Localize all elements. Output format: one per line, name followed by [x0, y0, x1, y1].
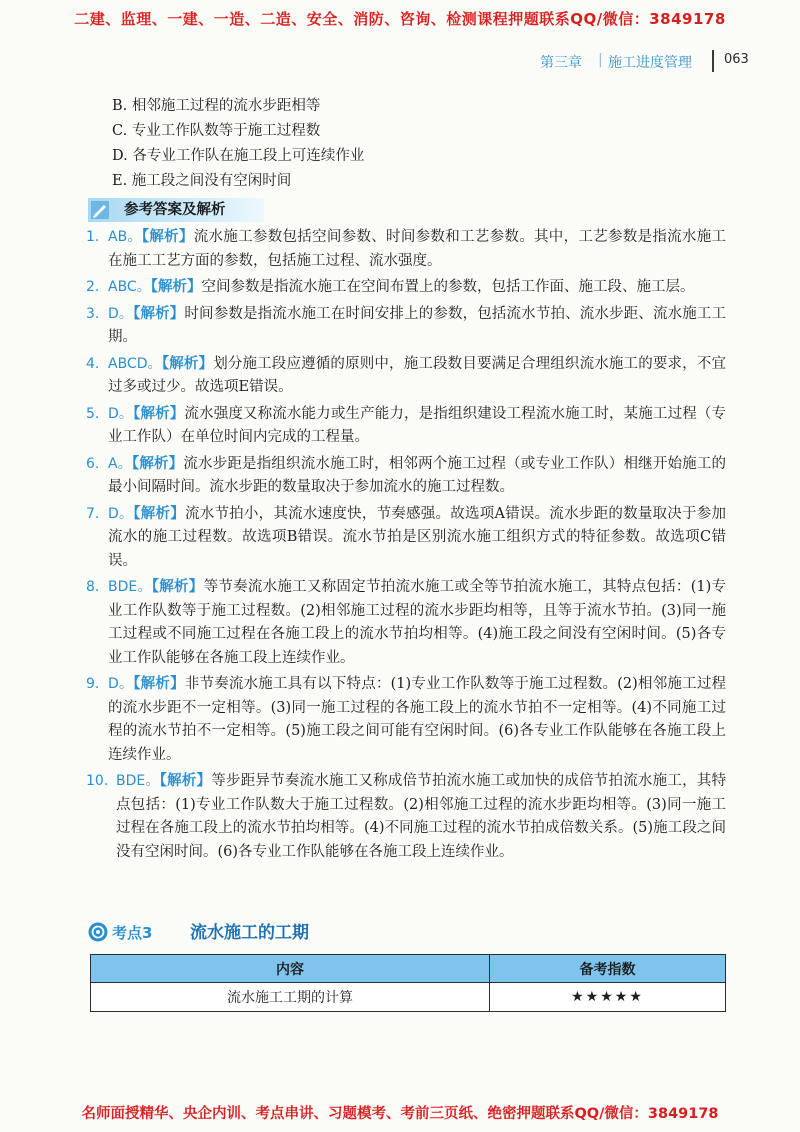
analysis-tag: 【解析】 — [161, 355, 214, 372]
analysis-tag: 【解析】 — [150, 279, 202, 295]
answer-item — [86, 453, 726, 500]
answer-text: 等节奏流水施工又称固定节拍流水施工或全等节拍流水施工，其特点包括：(1)专业工作队数等于施工过程数。(2)相邻施工过程的流水步距均相等，且等于流水节拍。(3)同一施工过程或不同施工过程在各施工段上的流水节拍均相等。(4)施工段之间没有空闲时间。(5)各专业工作队能够在各施工段上连续作业。 — [108, 579, 726, 666]
page-number: 063 — [724, 52, 749, 67]
answer-text: 时间参数是指流水施工在时间安排上的参数，包括流水节拍、流水步距、流水施工工期。 — [108, 305, 727, 345]
answer-section-header — [88, 198, 264, 222]
pencil-note-icon — [90, 200, 110, 220]
star-rating: ★★★★★ — [490, 983, 726, 1012]
answer-item — [86, 353, 726, 400]
option-c: C. 专业工作队数等于施工过程数 — [112, 123, 321, 139]
header-separator: | — [598, 52, 603, 68]
analysis-tag: 【解析】 — [131, 455, 184, 472]
key-point-table — [90, 954, 726, 1012]
answer-text: 流水施工参数包括空间参数、时间参数和工艺参数。其中，工艺参数是指流水施工在施工工艺方面的参数，包括施工过程、流水强度。 — [108, 229, 727, 269]
key-point-title: 流水施工的工期 — [190, 923, 309, 943]
column-header-index: 备考指数 — [490, 955, 726, 983]
answer-item — [86, 303, 726, 350]
answer-key: A。 — [108, 455, 132, 472]
bottom-banner: 名师面授精华、央企内训、考点串讲、习题模考、考前三页纸、绝密押题联系QQ/微信：3849178 — [81, 1106, 719, 1122]
option-d: D. 各专业工作队在施工段上可连续作业 — [112, 148, 365, 164]
answer-key: D。 — [108, 505, 134, 522]
answer-text: 流水节拍小，其流水速度快，节奏感强。故选项A错误。流水步距的数量取决于参加流水的施工过程数。故选项B错误。流水节拍是区别流水施工组织方式的特征参数。故选项C错误。 — [108, 505, 727, 569]
answer-text: 流水步距是指组织流水施工时，相邻两个施工过程（或专业工作队）相继开始施工的最小间隔时间。流水步距的数量取决于参加流水的施工过程数。 — [108, 455, 727, 495]
answer-number: 2. — [86, 279, 100, 295]
answer-item — [86, 226, 726, 273]
column-header-content: 内容 — [91, 955, 490, 983]
answer-number: 7. — [86, 505, 100, 522]
answer-number: 3. — [86, 305, 100, 322]
answer-text: 划分施工段应遵循的原则中，施工段数目要满足合理组织流水施工的要求，不宜过多或过少。故选项E错误。 — [108, 355, 726, 395]
analysis-tag: 【解析】 — [133, 305, 185, 322]
option-e: E. 施工段之间没有空闲时间 — [112, 173, 292, 189]
question-options — [112, 94, 364, 194]
answer-item — [86, 276, 726, 300]
answer-key: AB。 — [108, 229, 142, 245]
answer-number: 1. — [86, 229, 100, 245]
table-header-row — [91, 955, 726, 983]
answer-section-title: 参考答案及解析 — [124, 202, 226, 218]
analysis-tag: 【解析】 — [133, 676, 185, 692]
answer-key: ABC。 — [108, 279, 151, 295]
answer-number: 8. — [86, 579, 100, 595]
analysis-tag: 【解析】 — [159, 773, 212, 789]
analysis-tag: 【解析】 — [141, 229, 194, 245]
answer-number: 4. — [86, 355, 100, 372]
answer-number: 5. — [86, 405, 100, 422]
key-point-label: 考点3 — [112, 924, 153, 942]
content-cell: 流水施工工期的计算 — [91, 983, 490, 1012]
answer-item — [86, 503, 726, 574]
answer-item — [86, 770, 726, 864]
answer-text: 非节奏流水施工具有以下特点：(1)专业工作队数等于施工过程数。(2)相邻施工过程的流水步距不一定相等。(3)同一施工过程的各施工段上的流水节拍不一定相等。(4)不同施工过程的流水节拍不一定相等。(5)施工段之间可能有空闲时间。(6)各专业工作队能够在各施工段上连续作业。 — [108, 676, 727, 763]
answer-item — [86, 673, 726, 767]
top-banner: 二建、监理、一建、一造、二造、安全、消防、咨询、检测课程押题联系QQ/微信：3849178 — [74, 10, 726, 28]
answer-key: D。 — [108, 676, 134, 692]
answer-number: 6. — [86, 455, 100, 472]
answer-list — [86, 226, 726, 867]
header-divider-bar — [712, 50, 714, 72]
chapter-label: 第三章 — [540, 55, 582, 71]
answer-text: 空间参数是指流水施工在空间布置上的参数，包括工作面、施工段、施工层。 — [201, 279, 695, 295]
answer-number: 9. — [86, 676, 100, 692]
running-header — [540, 52, 770, 74]
answer-number: 10. — [86, 773, 109, 789]
answer-key: BDE。 — [108, 579, 152, 595]
answer-key: ABCD。 — [108, 355, 162, 372]
answer-item — [86, 576, 726, 670]
target-icon — [88, 922, 108, 942]
chapter-title: 施工进度管理 — [608, 55, 692, 71]
answer-text: 等步距异节奏流水施工又称成倍节拍流水施工或加快的成倍节拍流水施工，其特点包括：(1)专业工作队数大于施工过程数。(2)相邻施工过程的流水步距均相等。(3)同一施工过程在各施工段上的流水节拍均相等。(4)不同施工过程的流水节拍成倍数关系。(5)施工段之间没有空闲时间。(6)各专业工作队能够在各施工段上连续作业。 — [116, 773, 727, 860]
analysis-tag: 【解析】 — [133, 405, 185, 422]
option-b: B. 相邻施工过程的流水步距相等 — [112, 98, 321, 114]
answer-key: D。 — [108, 405, 134, 422]
analysis-tag: 【解析】 — [133, 505, 185, 522]
answer-text: 流水强度又称流水能力或生产能力，是指组织建设工程流水施工时，某施工过程（专业工作队）在单位时间内完成的工程量。 — [108, 405, 727, 445]
table-row — [91, 983, 726, 1012]
answer-item — [86, 403, 726, 450]
answer-key: BDE。 — [116, 773, 160, 789]
analysis-tag: 【解析】 — [151, 579, 204, 595]
answer-key: D。 — [108, 305, 134, 322]
